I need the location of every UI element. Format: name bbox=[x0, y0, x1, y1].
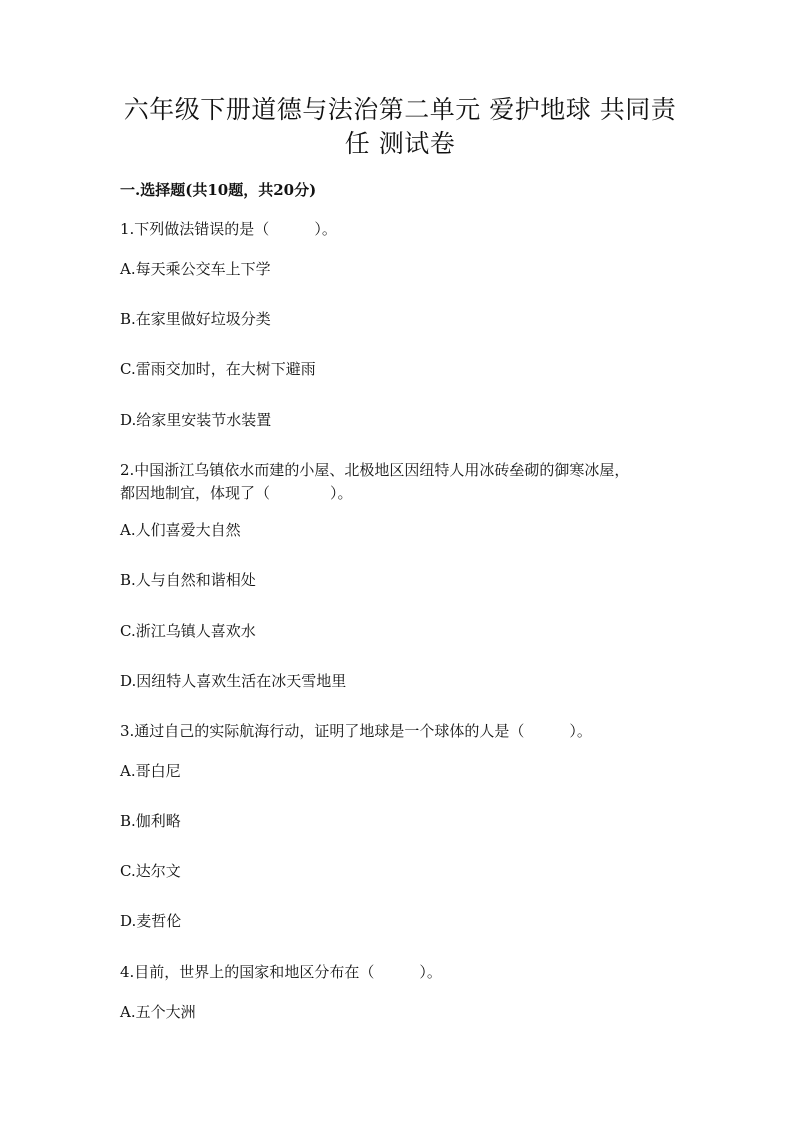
question-3-option-b: B.伽利略 bbox=[120, 812, 181, 830]
page-title-line-2: 任 测试卷 bbox=[344, 129, 456, 158]
question-3-stem: 3.通过自己的实际航海行动，证明了地球是一个球体的人是（ ）。 bbox=[120, 722, 592, 740]
question-1-option-b: B.在家里做好垃圾分类 bbox=[120, 310, 271, 328]
question-1-option-a: A.每天乘公交车上下学 bbox=[120, 260, 271, 278]
page-title-line-1: 六年级下册道德与法治第二单元 爱护地球 共同责 bbox=[123, 95, 677, 124]
question-2-option-a: A.人们喜爱大自然 bbox=[120, 521, 241, 539]
question-3-option-c: C.达尔文 bbox=[120, 862, 181, 880]
question-3-option-d: D.麦哲伦 bbox=[120, 912, 182, 930]
question-1-option-c: C.雷雨交加时，在大树下避雨 bbox=[120, 360, 316, 378]
question-4-stem: 4.目前，世界上的国家和地区分布在（ ）。 bbox=[120, 963, 442, 981]
section-heading: 一.选择题(共10题，共20分) bbox=[120, 181, 317, 199]
question-1-option-d: D.给家里安装节水装置 bbox=[120, 411, 272, 429]
question-2-stem-line-1: 2.中国浙江乌镇依水而建的小屋、北极地区因纽特人用冰砖垒砌的御寒冰屋， bbox=[120, 461, 630, 479]
question-1-stem: 1.下列做法错误的是（ ）。 bbox=[120, 220, 337, 238]
question-2-stem-line-2: 都因地制宜，体现了（ ）。 bbox=[120, 484, 353, 502]
question-2-option-b: B.人与自然和谐相处 bbox=[120, 571, 256, 589]
question-2-option-c: C.浙江乌镇人喜欢水 bbox=[120, 622, 256, 640]
question-3-option-a: A.哥白尼 bbox=[120, 762, 181, 780]
question-2-option-d: D.因纽特人喜欢生活在冰天雪地里 bbox=[120, 672, 347, 690]
question-4-option-a: A.五个大洲 bbox=[120, 1003, 196, 1021]
